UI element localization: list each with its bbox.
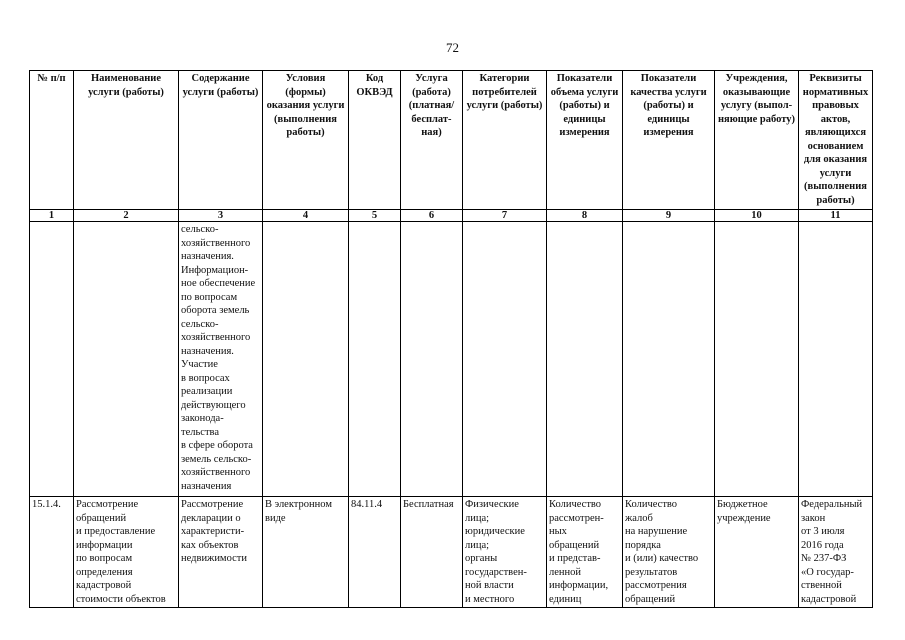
cell-name (74, 222, 179, 497)
column-number-row (30, 210, 873, 222)
cell-okved (349, 222, 401, 497)
column-number: 6 (401, 210, 463, 222)
col-header-num: № п/п (30, 71, 74, 210)
services-table (29, 70, 873, 608)
col-header-consumers: Категории потребителей услуги (работы) (463, 71, 547, 210)
column-number: 7 (463, 210, 547, 222)
column-number: 8 (547, 210, 623, 222)
column-number: 2 (74, 210, 179, 222)
cell-volume (547, 222, 623, 497)
cell-legal: Федеральный закон от 3 июля 2016 года № 237-ФЗ «О государ- ственной кадастровой (799, 497, 873, 608)
column-number: 3 (179, 210, 263, 222)
cell-paid (401, 222, 463, 497)
cell-consumers: Физические лица; юридические лица; органы государствен- ной власти и местного (463, 497, 547, 608)
cell-consumers (463, 222, 547, 497)
cell-name: Рассмотрение обращений и предоставление информации по вопросам определения кадастровой стоимости объектов (74, 497, 179, 608)
cell-num (30, 222, 74, 497)
cell-content: сельско- хозяйственного назначения. Информацион- ное обеспечение по вопросам оборота земель сельско- хозяйственного назначения. Участие в вопросах реализации действующего законода- тельства в сфере оборота земель сельско- хозяйственного назначения (179, 222, 263, 497)
col-header-institution: Учреждения, оказывающие услугу (выпол-няющие работу) (715, 71, 799, 210)
cell-conditions: В электронном виде (263, 497, 349, 608)
cell-content: Рассмотрение декларации о характеристи- ках объектов недвижимости (179, 497, 263, 608)
col-header-paid: Услуга (работа) (платная/ бесплат-ная) (401, 71, 463, 210)
column-number: 4 (263, 210, 349, 222)
cell-legal (799, 222, 873, 497)
cell-quality: Количество жалоб на нарушение порядка и (или) качество результатов рассмотрения обращений (623, 497, 715, 608)
col-header-quality: Показатели качества услуги (работы) и единицы измерения (623, 71, 715, 210)
cell-num: 15.1.4. (30, 497, 74, 608)
table-row-continuation (30, 222, 873, 497)
cell-volume: Количество рассмотрен- ных обращений и представ- ленной информации, единиц (547, 497, 623, 608)
col-header-content: Содержание услуги (работы) (179, 71, 263, 210)
page-number: 72 (446, 40, 459, 55)
cell-conditions (263, 222, 349, 497)
cell-quality (623, 222, 715, 497)
cell-paid: Бесплатная (401, 497, 463, 608)
column-number: 11 (799, 210, 873, 222)
header-row (30, 71, 873, 210)
col-header-legal: Реквизиты нормативных правовых актов, являющихся основанием для оказания услуги (выполнения работы) (799, 71, 873, 210)
column-number: 10 (715, 210, 799, 222)
col-header-name: Наименование услуги (работы) (74, 71, 179, 210)
column-number: 5 (349, 210, 401, 222)
column-number: 1 (30, 210, 74, 222)
cell-institution (715, 222, 799, 497)
col-header-okved: Код ОКВЭД (349, 71, 401, 210)
table-row (30, 497, 873, 608)
col-header-volume: Показатели объема услуги (работы) и единицы измерения (547, 71, 623, 210)
cell-okved: 84.11.4 (349, 497, 401, 608)
column-number: 9 (623, 210, 715, 222)
col-header-conditions: Условия (формы) оказания услуги (выполнения работы) (263, 71, 349, 210)
cell-institution: Бюджетное учреждение (715, 497, 799, 608)
